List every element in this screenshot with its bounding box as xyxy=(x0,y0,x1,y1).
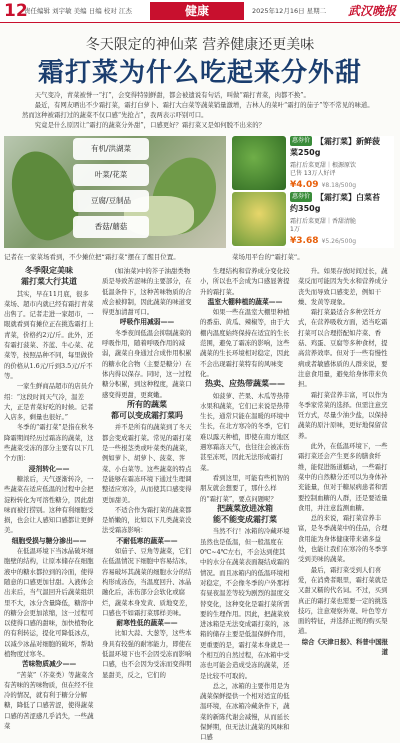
category-tag: 叶菜/花菜 xyxy=(73,164,149,186)
article-column-4 xyxy=(298,266,388,657)
column-heading: 热卖、应热带蔬菜—— xyxy=(205,379,285,389)
column-heading: 霜打菜大行其道 xyxy=(21,277,77,287)
body-paragraph: 此外，在低温环境下，一些霜打菜还会产生更多的膳食纤维，能促进肠道蠕动，一些霜打菜中的自然糖分还可以为身体补充能量，但对于糖尿病患者和需要控制血糖的人群，还是要适量食用，并注意监测血糖。 xyxy=(298,442,388,512)
category-tag: 有机/洪湖菜 xyxy=(73,138,149,160)
body-paragraph: 比如大蒜、大葱等，这些本身具有较强的耐寒能力，即使在低温环境下也不会因受冻而影响口感，也不会因为受冻而变得明显甜美，反之，它们的 xyxy=(102,629,192,679)
body-paragraph: 生理结构和营养成分变化较小，所以也不会成为口感显著提升的霜打菜。 xyxy=(200,267,290,296)
article-column-2 xyxy=(102,266,192,680)
column-heading: 所有的蔬菜 xyxy=(127,399,167,409)
sub-heading: 呼吸作用减弱—— xyxy=(119,318,175,327)
price-value: ¥4.09 xyxy=(290,180,319,190)
article-column-3 xyxy=(200,266,290,743)
product-subtitle: 霜打后菜更甜｜香甜清脆 xyxy=(290,218,357,225)
newspaper-logo: 武汉晚报 xyxy=(348,4,397,18)
sub-heading: 苦味物质减少—— xyxy=(21,660,77,669)
article-source: 综合《天津日报》、科普中国报道 xyxy=(301,637,388,656)
sub-heading: 细胞受损与糖分渗出—— xyxy=(11,536,87,545)
body-paragraph: 霜打菜最适合多种烹饪方式，在营养吸收方面，适当吃霜打菜可以合理搭配如芹菜、香菇、鸡蛋、豆腐等多种食材，提高营养效率。但对于一些有慢性病或者敏感体质的人群来说，要注意食用量，避免给身体带来负担。 xyxy=(298,308,388,389)
section-banner: 健康 xyxy=(150,2,244,20)
coupon-badge: 惠券价 xyxy=(292,193,311,200)
category-tag: 豆腐/豆制品 xyxy=(73,190,149,212)
page-header xyxy=(0,0,400,22)
article-intro xyxy=(22,90,378,130)
page-number: 12 xyxy=(4,1,28,21)
spinach-image xyxy=(232,136,286,190)
sub-heading: 温室大棚种植的蔬菜—— xyxy=(207,297,283,306)
body-paragraph: 如果一些在温室大棚里种植的番茄、黄瓜、辣椒等，由于大棚内温度始终保持在适宜的生长范围，避免了霜冻的影响，这些蔬菜的生长环境相对稳定，因此不会出现霜打菜特有的风味变化。 xyxy=(200,308,290,378)
sub-heading: 耐寒性低的蔬菜—— xyxy=(116,619,178,628)
editor-credits: 责任编辑 刘宇敏 美编 日编 校对 江杰 xyxy=(24,7,132,15)
body-paragraph: 糖浓后，天气逐渐转冷，一些蔬菜在适应低温的过程中会把淀粉转化为可溶性糖分，因此甜味而被打捞别。这种有利细胞受损，也会让人感知口感都让更鲜美。 xyxy=(4,474,94,535)
issue-date: 2025年12月16日 星期二 xyxy=(252,7,327,15)
intro-paragraph: 究竟是什么原因让“霜打的蔬菜分外甜”，口感更好？霜打菜又是如何脱不出来的？ xyxy=(34,121,266,129)
body-paragraph: 看到这里，可能有些机智的朋友就会想要了，那什么样的“霜打菜”，要点问题呢？ xyxy=(200,473,290,503)
photo-caption-left: 记者在一家菜场看到，不少摊位把“霜打菜”摆在了醒目位置。 xyxy=(4,253,180,261)
body-paragraph: 并不是所有的蔬菜到了冬天都会变成霜打菜。常见的霜打菜是一些根茎类或叶菜类的蔬菜，例如萝卜、胡萝卜、菠菜、荠菜、小白菜等。这些蔬菜的特点是能够在霜冻环境下通过生理调整适应寒冷，从而使其口感变得更加甜美。 xyxy=(102,423,192,504)
product-sales: 1万 xyxy=(290,226,300,233)
photo-caption-right: 菜场用平台的“霜打菜”。 xyxy=(232,253,304,261)
body-paragraph: 在低温环境下当冰晶破坏细胞壁的结构，让原本储存在细胞液中的糖水都拉到的冷面，使得随意的口感更加甘甜。入液体会出来后，当气温回升后蔬菜组织里不大，冰分含量降低，糖溶中的糖分会更加浓缩，这一过程可以使得口感的甜味，加快植物化的有利转运，提化可降低冰点，以减少冰晶对细胞的破坏，帮助植物度过寒冬。 xyxy=(4,547,94,658)
intro-paragraph: 天气变冷，青菜被誉一“打”，会变得特别鲜甜，都会被遗说有句话，叫做“霜打青菜，肉都不换”。 xyxy=(34,91,310,99)
product-title-line2: 菜250g xyxy=(290,148,321,157)
body-paragraph: 升。如果存放时间过长，蔬菜反而可能因为失水和营养成分丧失而导致口感变差，例如干燥、发黄等现象。 xyxy=(298,267,388,306)
body-paragraph: 霜打菜营养丰富，可以作为冬季家常菜的选择。但需注意烹饪方式，尽量少油少盐，以保持蔬菜的原汁原味，更好地保留营养。 xyxy=(298,390,388,440)
body-paragraph: 最后，霜打菜受到人们喜爱，在消费者眼里，霜打菜就是又甜又糯的代名词。不过，买到真正的霜打菜也需要一定的挑选技巧，注意观察外观、叶色等方面的特征，并选择正规的购买渠道。 xyxy=(298,565,388,636)
article-headline: 霜打菜为什么吃起来分外甜 xyxy=(37,58,362,88)
product-price xyxy=(290,236,356,246)
sub-heading: 不耐低寒的蔬菜—— xyxy=(116,536,178,545)
price-value: ¥3.68 xyxy=(290,236,319,246)
product-subtitle: 霜打后菜更甜｜根源原饮 xyxy=(290,162,357,169)
sub-heading: 浸剂转化—— xyxy=(28,464,70,473)
body-paragraph: 总之，冰箱的主要作用是为蔬菜保鲜提供一个相对适宜的低温环境，在冰箱冷藏条件下，蔬菜的新陈代谢会减慢，从而延长保鲜期，但无法让蔬菜的风味和口感 xyxy=(200,681,290,742)
article-column-1 xyxy=(4,266,94,731)
header-rule xyxy=(0,22,400,23)
column-heading: 把蔬菜放进冰箱 xyxy=(217,503,273,513)
product-sales: 已售 13万人好评 xyxy=(290,170,336,177)
column-heading: 冬季限定美味 xyxy=(25,266,73,275)
product-title: 【霜打菜】新鲜菠 xyxy=(316,137,380,146)
original-price: ¥5.26/500g xyxy=(321,238,357,245)
original-price: ¥8.18/500g xyxy=(321,182,357,189)
category-tags xyxy=(73,138,149,242)
product-ad xyxy=(232,136,394,192)
article-kicker: 冬天限定的神仙菜 营养健康还更美味 xyxy=(85,37,315,53)
product-title-line2: 约350g xyxy=(290,204,321,213)
column-heading: 都可以变成霜打菜吗 xyxy=(111,411,183,421)
intro-paragraph: 最近，有网友晒出不少霜打菜，霜打白萝卜、霜打大白菜等蔬菜销量激增，吉林人的菜叶“霜打的茄子”等不常见的味道。然而这种被霜打过的蔬菜不仅口感“先抢占”，我两表示吓别可口。 xyxy=(22,101,374,119)
column-heading: 能不能变成霜打菜 xyxy=(213,515,277,525)
body-paragraph: “苦菜”（芥菜类）等蔬菜含有苦味的苦味物质，但在经不住冷的情况，就有利于糖分分解糖，降低了口感苦涩，使得蔬菜口感的苦涩感几乎消失，一些蔬菜 xyxy=(4,670,94,731)
coupon-badge: 惠券价 xyxy=(292,137,311,144)
body-paragraph: 冬季夜间低温会抑制蔬菜的呼吸作用，随着呼吸作用的减弱，蔬菜自身通过合成作用积累的糖水化合物（主要是糖分）在体内得以保存。同时，这一过程糖分积累，到这种程度，蔬菜口感变得更甜，更爽嫩。 xyxy=(102,328,192,399)
category-tag: 香菇/蘑菇 xyxy=(73,216,149,238)
body-paragraph: 冬季的“霜打菜”是指在秋冬降霜期间经历过霜冻的蔬菜，这些蔬菜受冻的部分主要有以下几个方面： xyxy=(4,423,94,463)
body-paragraph: 当然不行！冰箱的冷藏环境虽然也是低温，但一般温度在0℃~4℃左右，不会达到使其中的水分在蔬菜表面凝结成霜的情况。而且冰箱内的低温环境相对稳定，不会像冬季的户外那样有昼夜温差等较为剧烈的温度交替变化，这种变化是霜打菜所需要的生理作用。因此，把蔬菜放进冰箱是无法变成霜打菜的，冰箱的储存主要是低温保鲜作用，更重要的是，霜打菜本身就是一个相互的自然过程，在冰箱中受冻也可能会造成受冻的蔬菜，还是比较不可取的。 xyxy=(200,527,290,680)
body-paragraph: (如油菜)中的芥子油甜类物质是导致苦涩味的主要部分，在低温条件下，这种苦味物质的合成会被抑制，因此蔬菜的味道变得更加清甜可口。 xyxy=(102,267,192,317)
product-price xyxy=(290,180,356,190)
body-paragraph: 如菠萝、芒果、木瓜等热带水果和蔬菜，它们已来说是热带生长，通常只能在温暖的环境中生长，在北方寒冷的冬季，它们难以露天种植，即使在南方地区遇寒霜冻天气，也往往会被冻伤甚至冻死，因此无法形成霜打菜。 xyxy=(200,391,290,472)
body-paragraph: 其实，早在11月底，很多菜场、超市内就已经有霜打青菜出售了。记者走进一家超市，一眼就看到有摊位正在挑选霜打上青菜，价格约2元/斤。此外，还有霜打菠菜、芥蓝、牛心菜、花菜等，按照品种不同，每里做价的价格从1.6元/斤到3.5元/斤不等。 xyxy=(4,289,94,380)
body-paragraph: 一家生鲜商品超市的店员介绍：“这段时间天气冷，温差大，正是青菜好吃的时候。记者入店多，剩量也很好。” xyxy=(4,382,94,422)
body-paragraph: 不适合作为霜打菜的蔬菜都是娇嫩的，比如以下几类蔬菜没法受霜冻影响： xyxy=(102,505,192,535)
cabbage-image xyxy=(232,192,286,246)
body-paragraph: 总的来说，霜打菜营养丰富，是冬季蔬菜中的佳品，合理食用能为身体健康带来诸多益处，也能让我们在寒冷的冬季享受到美味的蔬菜。 xyxy=(298,514,388,564)
product-title: 【霜打菜】白菜苔 xyxy=(316,193,380,202)
body-paragraph: 如茄子、豆角等蔬菜，它们在低温情况下细胞中容易结冰，容易破坏其蔬菜的细胞水分的结构形成冻伤，当温度回升、冰晶融化后，冻伤部分会软化或腐烂，蔬菜本身发黄、质地变差，口感也不如霜打菜那样美味。 xyxy=(102,547,192,617)
product-ad xyxy=(232,192,394,248)
